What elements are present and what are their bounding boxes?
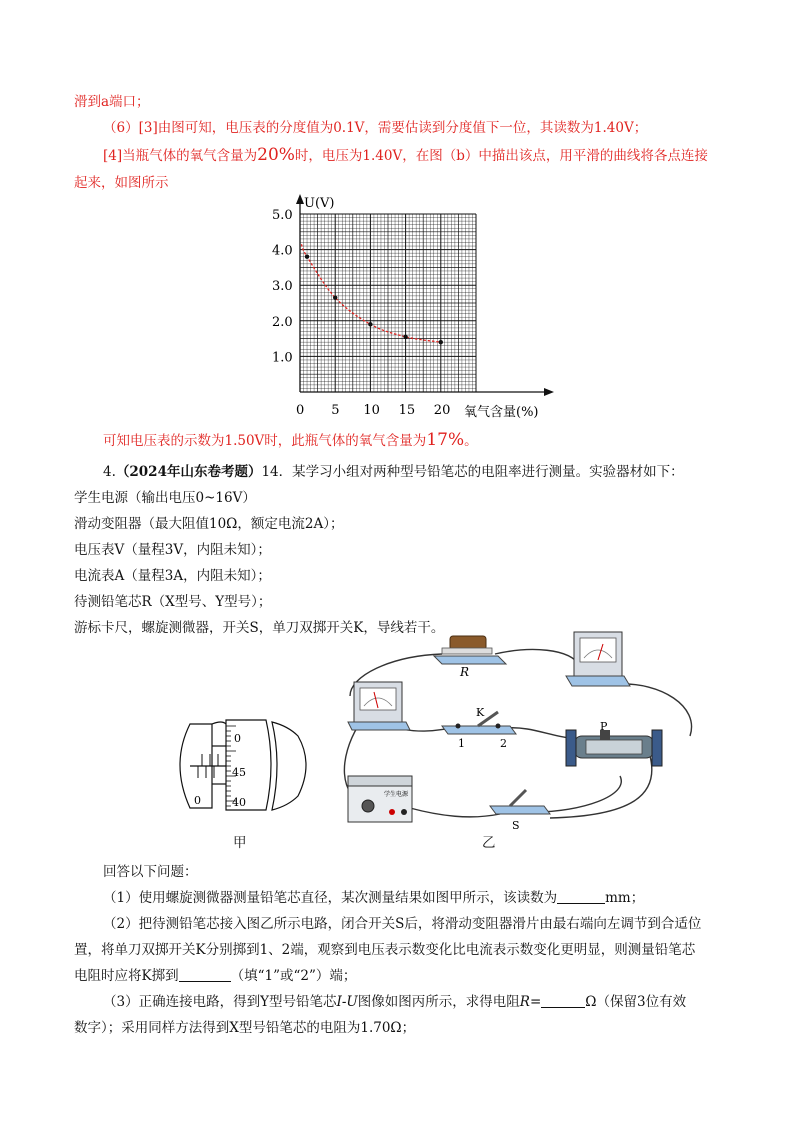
problem-number: 4. <box>103 464 116 480</box>
figure-jia-label: 甲 <box>233 835 247 851</box>
q3-r: R= <box>519 994 542 1010</box>
label-r: R <box>460 665 470 679</box>
data-point-2 <box>333 295 337 299</box>
data-point-5 <box>439 340 443 344</box>
y-tick-label: 4.0 <box>272 243 293 259</box>
x-tick-label: 20 <box>433 403 451 418</box>
q2-hint: （填“1”或“2”）端； <box>230 968 357 984</box>
problem-intro: 14．某学习小组对两种型号铅笔芯的电阻率进行测量。实验器材如下： <box>261 464 684 480</box>
y-axis-arrow <box>296 194 304 204</box>
x-axis-label: 氧气含量(%) <box>464 405 539 420</box>
label-terminal-1: 1 <box>458 737 465 750</box>
solution-line-3-pre: [4]当瓶气体的氧气含量为 <box>103 148 258 164</box>
label-terminal-2: 2 <box>500 737 507 750</box>
question-2-line-1: （2）把待测铅笔芯接入图乙所示电路，闭合开关S后，将滑动变阻器滑片由最右端向左调节到合适位 <box>103 916 702 932</box>
data-point-4 <box>403 335 407 339</box>
problem-source: （2024年山东卷考题） <box>115 464 262 480</box>
x-tick-label: 10 <box>363 403 380 418</box>
fitted-curve <box>301 244 440 342</box>
conclusion-pre: 可知电压表的示数为1.50V时，此瓶气体的氧气含量为 <box>103 433 427 449</box>
question-2-line-2: 置，将单刀双掷开关K分别掷到1、2端，观察到电压表示数变化比电流表示数变化更明显，则测量铅笔芯 <box>74 942 696 958</box>
equipment-item: 电压表V（量程3V，内阻未知）； <box>74 542 271 558</box>
solution-line-3 <box>103 145 708 166</box>
conclusion-oxygen-17: 17% <box>426 430 465 450</box>
equipment-item: 待测铅笔芯R（X型号、Y型号）； <box>74 594 272 610</box>
q1-answer-blank[interactable] <box>557 889 605 904</box>
chart-curve-layer <box>301 244 440 342</box>
power-supply <box>348 776 412 822</box>
voltmeter <box>348 682 410 730</box>
y-tick-label: 1.0 <box>272 350 293 366</box>
resistor-r <box>434 636 506 664</box>
rheostat <box>566 730 662 766</box>
q3-text-c: Ω（保留3位有效 <box>585 994 687 1010</box>
micrometer-figure <box>168 716 316 814</box>
equipment-item: 学生电源（输出电压0~16V） <box>74 490 256 506</box>
x-axis-arrow <box>544 388 554 396</box>
data-point-1 <box>305 255 309 259</box>
y-tick-label: 2.0 <box>272 314 293 330</box>
q3-text-b: 图像如图丙所示，求得电阻 <box>357 994 520 1010</box>
y-axis-label: U(V) <box>304 196 335 211</box>
solution-line-1: 滑到a端口； <box>74 94 150 110</box>
solution-conclusion <box>103 430 478 451</box>
conclusion-post: 。 <box>464 433 478 449</box>
ammeter <box>566 632 630 686</box>
solution-line-3-post: 时，电压为1.40V，在图（b）中描出该点，用平滑的曲线将各点连接 <box>294 148 708 164</box>
chart-grid <box>300 214 476 392</box>
q1-text: （1）使用螺旋测微器测量铅笔芯直径，某次测量结果如图甲所示，该读数为 <box>103 890 558 906</box>
equipment-item: 电流表A（量程3A，内阻未知）； <box>74 568 271 584</box>
question-1 <box>103 888 644 908</box>
voltage-oxygen-chart <box>270 194 560 426</box>
solution-line-2: （6）[3]由图可知，电压表的分度值为0.1V，需要估读到分度值下一位，其读数为1.40V； <box>103 120 648 136</box>
equipment-item: 滑动变阻器（最大阻值10Ω，额定电流2A）； <box>74 516 344 532</box>
figure-yi-label: 乙 <box>482 835 496 851</box>
question-3-line-2: 数字）；采用同样方法得到X型号铅笔芯的电阻为1.70Ω； <box>74 1020 416 1036</box>
thimble-label-40: 40 <box>232 796 246 809</box>
label-s: S <box>512 819 520 832</box>
label-k: K <box>476 706 485 719</box>
data-point-3 <box>368 322 372 326</box>
label-p: P <box>600 720 608 733</box>
x-tick-label: 5 <box>331 403 340 418</box>
q3-answer-blank[interactable] <box>541 993 585 1008</box>
circuit-figure <box>330 626 706 836</box>
x-tick-label: 15 <box>398 403 416 418</box>
solution-line-4: 起来，如图所示 <box>74 175 169 191</box>
thimble-label-45: 45 <box>232 766 246 779</box>
q3-text-a: （3）正确连接电路，得到Y型号铅笔芯 <box>103 994 337 1010</box>
micrometer-zero-label: 0 <box>194 794 201 807</box>
equipment-item: 游标卡尺，螺旋测微器，开关S，单刀双掷开关K，导线若干。 <box>74 620 445 636</box>
problem-header <box>103 462 684 482</box>
question-2-line-3 <box>74 966 356 986</box>
label-power-supply: 学生电源 <box>384 791 409 798</box>
switch-s <box>490 790 550 814</box>
q2-answer-blank[interactable] <box>179 967 231 982</box>
answer-intro: 回答以下问题： <box>103 864 198 880</box>
y-tick-label: 3.0 <box>272 279 293 295</box>
thimble-label-0: 0 <box>234 732 241 745</box>
x-tick-label: 0 <box>296 403 305 418</box>
question-3-line-1 <box>103 992 686 1012</box>
solution-oxygen-20: 20% <box>257 145 295 165</box>
q1-unit: mm； <box>605 890 645 906</box>
q3-iu: I-U <box>336 994 358 1010</box>
q2-text: 电阻时应将K掷到 <box>74 968 179 984</box>
y-tick-label: 5.0 <box>272 208 293 223</box>
